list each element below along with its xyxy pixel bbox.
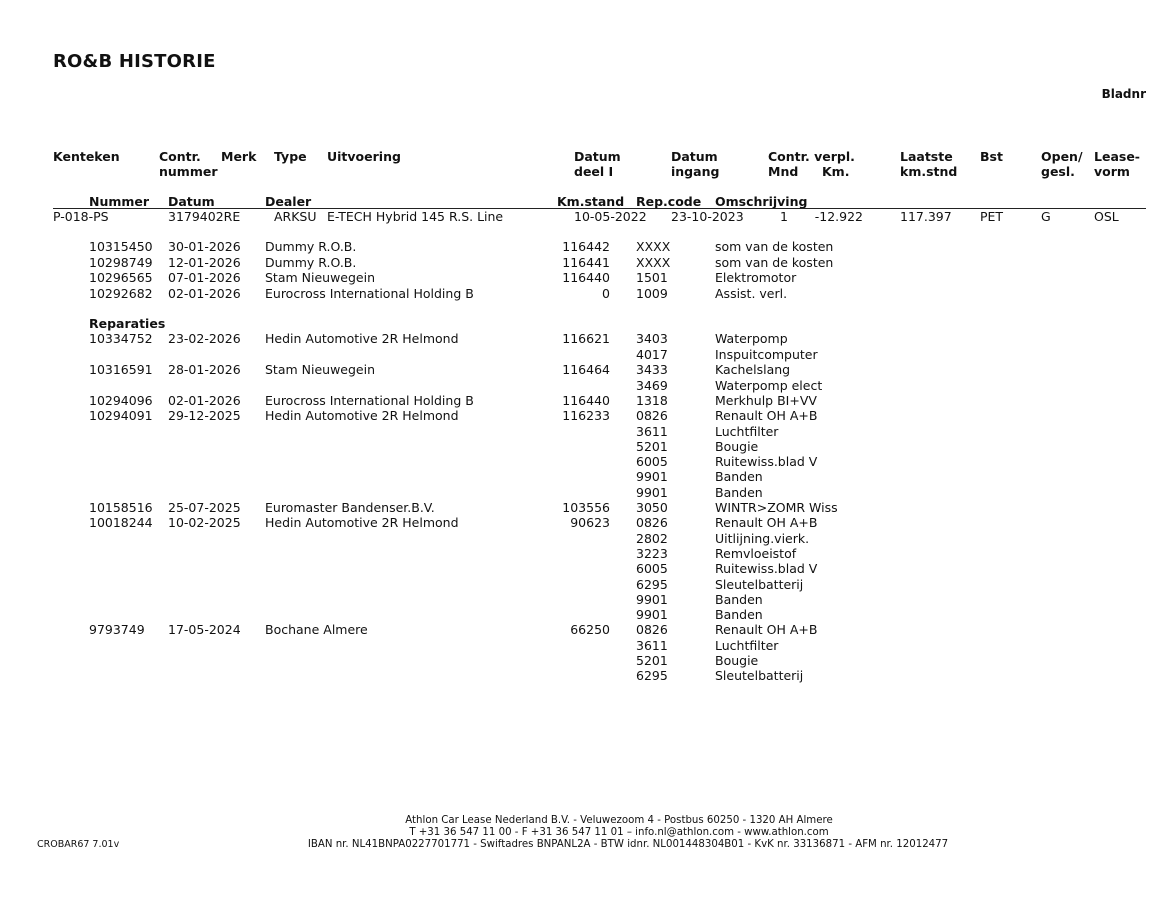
- row-kmstand: 0: [602, 286, 610, 301]
- row-repcode: 9901: [636, 469, 668, 484]
- header-mnd: Mnd: [768, 164, 799, 179]
- row-datum: 25-07-2025: [168, 500, 241, 515]
- row-omschrijving: som van de kosten: [715, 239, 834, 254]
- row-repcode: 3611: [636, 424, 668, 439]
- row-nummer: 10294096: [89, 393, 153, 408]
- row-omschrijving: Banden: [715, 469, 763, 484]
- row-repcode: 9901: [636, 485, 668, 500]
- row-omschrijving: Waterpomp elect: [715, 378, 823, 393]
- header-deel-i: deel I: [574, 164, 614, 179]
- row-kmstand: 116440: [562, 270, 610, 285]
- row-nummer: 10292682: [89, 286, 153, 301]
- row-omschrijving: Banden: [715, 592, 763, 607]
- row-omschrijving: Banden: [715, 607, 763, 622]
- row-repcode: 3050: [636, 500, 668, 515]
- vehicle-km: -12.922: [814, 209, 863, 224]
- row-omschrijving: Luchtfilter: [715, 424, 779, 439]
- vehicle-open: G: [1041, 209, 1051, 224]
- subheader-omschrijving: Omschrijving: [715, 194, 808, 209]
- row-omschrijving: Renault OH A+B: [715, 408, 818, 423]
- row-datum: 28-01-2026: [168, 362, 241, 377]
- row-nummer: 10296565: [89, 270, 153, 285]
- header-lease: Lease-: [1094, 149, 1140, 164]
- row-datum: 02-01-2026: [168, 393, 241, 408]
- row-dealer: Hedin Automotive 2R Helmond: [265, 331, 459, 346]
- row-datum: 02-01-2026: [168, 286, 241, 301]
- row-repcode: 0826: [636, 515, 668, 530]
- row-omschrijving: Sleutelbatterij: [715, 577, 804, 592]
- row-kmstand: 116440: [562, 393, 610, 408]
- row-repcode: 3433: [636, 362, 668, 377]
- row-omschrijving: Banden: [715, 485, 763, 500]
- row-nummer: 9793749: [89, 622, 145, 637]
- row-omschrijving: Inspuitcomputer: [715, 347, 818, 362]
- vehicle-laatste-km: 117.397: [900, 209, 952, 224]
- row-nummer: 10316591: [89, 362, 153, 377]
- row-omschrijving: Assist. verl.: [715, 286, 788, 301]
- row-repcode: 6295: [636, 577, 668, 592]
- row-repcode: 4017: [636, 347, 668, 362]
- vehicle-datum-ingang: 23-10-2023: [671, 209, 744, 224]
- row-omschrijving: Renault OH A+B: [715, 515, 818, 530]
- row-nummer: 10018244: [89, 515, 153, 530]
- header-contr-verpl: Contr. verpl.: [768, 149, 855, 164]
- header-bst: Bst: [980, 149, 1003, 164]
- row-repcode: 5201: [636, 439, 668, 454]
- row-omschrijving: Waterpomp: [715, 331, 788, 346]
- row-datum: 30-01-2026: [168, 239, 241, 254]
- row-repcode: XXXX: [636, 255, 671, 270]
- row-repcode: 3403: [636, 331, 668, 346]
- row-kmstand: 116621: [562, 331, 610, 346]
- header-ingang: ingang: [671, 164, 720, 179]
- row-nummer: 10294091: [89, 408, 153, 423]
- header-uitvoering: Uitvoering: [327, 149, 401, 164]
- header-datum-ingang: Datum: [671, 149, 718, 164]
- row-dealer: Eurocross International Holding B: [265, 286, 474, 301]
- subheader-datum: Datum: [168, 194, 215, 209]
- row-repcode: 3223: [636, 546, 668, 561]
- row-omschrijving: som van de kosten: [715, 255, 834, 270]
- header-merk: Merk: [221, 149, 257, 164]
- row-repcode: 6005: [636, 454, 668, 469]
- row-datum: 29-12-2025: [168, 408, 241, 423]
- header-datum-deel: Datum: [574, 149, 621, 164]
- row-repcode: 1501: [636, 270, 668, 285]
- subheader-kmstand: Km.stand: [557, 194, 625, 209]
- row-repcode: 9901: [636, 592, 668, 607]
- header-kmstnd: km.stnd: [900, 164, 958, 179]
- row-kmstand: 103556: [562, 500, 610, 515]
- footer-line-2: T +31 36 547 11 00 - F +31 36 547 11 01 – info.nl@athlon.com - www.athlon.com: [409, 827, 829, 838]
- header-kenteken: Kenteken: [53, 149, 120, 164]
- row-omschrijving: Remvloeistof: [715, 546, 797, 561]
- row-repcode: 2802: [636, 531, 668, 546]
- row-kmstand: 116441: [562, 255, 610, 270]
- row-omschrijving: Bougie: [715, 653, 759, 668]
- row-dealer: Hedin Automotive 2R Helmond: [265, 515, 459, 530]
- row-omschrijving: Ruitewiss.blad V: [715, 454, 818, 469]
- row-repcode: 5201: [636, 653, 668, 668]
- row-kmstand: 116442: [562, 239, 610, 254]
- header-km: Km.: [822, 164, 850, 179]
- form-code: CROBAR67 7.01v: [37, 839, 120, 850]
- page-number-label: Bladnr: [1101, 87, 1146, 101]
- page-title: RO&B HISTORIE: [53, 51, 216, 72]
- row-dealer: Euromaster Bandenser.B.V.: [265, 500, 435, 515]
- row-dealer: Bochane Almere: [265, 622, 368, 637]
- row-omschrijving: Ruitewiss.blad V: [715, 561, 818, 576]
- row-omschrijving: Luchtfilter: [715, 638, 779, 653]
- row-repcode: 3469: [636, 378, 668, 393]
- row-nummer: 10334752: [89, 331, 153, 346]
- subheader-nummer: Nummer: [89, 194, 150, 209]
- row-omschrijving: Bougie: [715, 439, 759, 454]
- vehicle-bst: PET: [980, 209, 1004, 224]
- row-nummer: 10298749: [89, 255, 153, 270]
- row-repcode: 1318: [636, 393, 668, 408]
- vehicle-merk-type: ARKSU: [274, 209, 317, 224]
- row-omschrijving: Sleutelbatterij: [715, 668, 804, 683]
- row-dealer: Stam Nieuwegein: [265, 270, 376, 285]
- row-repcode: 3611: [636, 638, 668, 653]
- header-nummer: nummer: [159, 164, 218, 179]
- header-type: Type: [274, 149, 307, 164]
- header-open: Open/: [1041, 149, 1083, 164]
- subheader-repcode: Rep.code: [636, 194, 702, 209]
- header-contr: Contr.: [159, 149, 201, 164]
- row-repcode: 0826: [636, 408, 668, 423]
- row-kmstand: 116464: [562, 362, 610, 377]
- vehicle-contract: 3179402RE: [168, 209, 241, 224]
- footer-line-1: Athlon Car Lease Nederland B.V. - Veluwezoom 4 - Postbus 60250 - 1320 AH Almere: [405, 815, 833, 826]
- header-gesl: gesl.: [1041, 164, 1075, 179]
- row-datum: 23-02-2026: [168, 331, 241, 346]
- row-dealer: Dummy R.O.B.: [265, 255, 357, 270]
- row-repcode: 0826: [636, 622, 668, 637]
- row-kmstand: 66250: [570, 622, 610, 637]
- row-dealer: Stam Nieuwegein: [265, 362, 376, 377]
- row-kmstand: 116233: [562, 408, 610, 423]
- row-omschrijving: Kachelslang: [715, 362, 791, 377]
- row-repcode: 1009: [636, 286, 668, 301]
- footer-line-3: IBAN nr. NL41BNPA0227701771 - Swiftadres BNPANL2A - BTW idnr. NL001448304B01 - KvK nr. 33136871 - AFM nr. 12012477: [307, 839, 949, 850]
- row-nummer: 10158516: [89, 500, 153, 515]
- row-omschrijving: Uitlijning.vierk.: [715, 531, 810, 546]
- row-kmstand: 90623: [570, 515, 610, 530]
- row-omschrijving: Merkhulp BI+VV: [715, 393, 817, 408]
- vehicle-uitvoering: E-TECH Hybrid 145 R.S. Line: [327, 209, 504, 224]
- row-repcode: 6295: [636, 668, 668, 683]
- row-datum: 17-05-2024: [168, 622, 241, 637]
- row-dealer: Hedin Automotive 2R Helmond: [265, 408, 459, 423]
- subheader-dealer: Dealer: [265, 194, 312, 209]
- row-repcode: 9901: [636, 607, 668, 622]
- header-laatste: Laatste: [900, 149, 953, 164]
- vehicle-mnd: 1: [780, 209, 788, 224]
- row-omschrijving: Elektromotor: [715, 270, 797, 285]
- row-repcode: 6005: [636, 561, 668, 576]
- vehicle-lease: OSL: [1094, 209, 1119, 224]
- row-datum: 12-01-2026: [168, 255, 241, 270]
- row-dealer: Dummy R.O.B.: [265, 239, 357, 254]
- row-omschrijving: Renault OH A+B: [715, 622, 818, 637]
- row-datum: 10-02-2025: [168, 515, 241, 530]
- reparaties-label: Reparaties: [89, 316, 166, 331]
- row-dealer: Eurocross International Holding B: [265, 393, 474, 408]
- vehicle-kenteken: P-018-PS: [53, 209, 109, 224]
- row-datum: 07-01-2026: [168, 270, 241, 285]
- vehicle-datum-deel: 10-05-2022: [574, 209, 647, 224]
- row-repcode: XXXX: [636, 239, 671, 254]
- row-nummer: 10315450: [89, 239, 153, 254]
- header-vorm: vorm: [1094, 164, 1130, 179]
- row-omschrijving: WINTR>ZOMR Wiss: [715, 500, 838, 515]
